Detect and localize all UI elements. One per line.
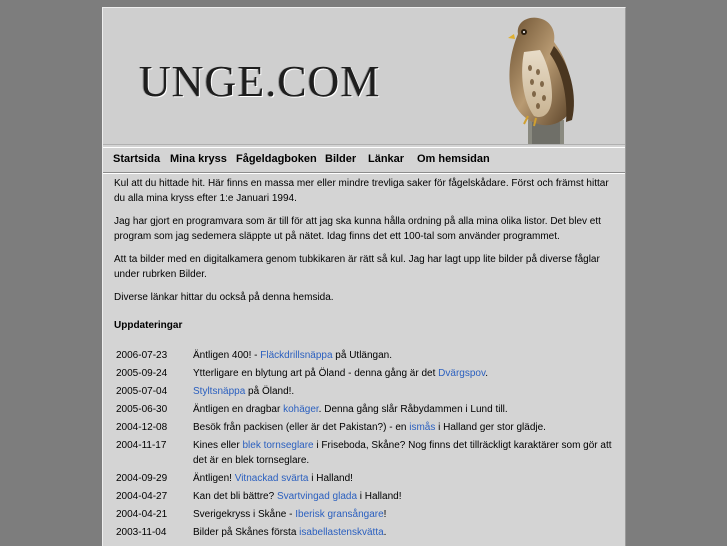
update-text: Kan det bli bättre? Svartvingad glada i Halland!: [193, 491, 402, 502]
update-date: 2004-11-17: [116, 440, 167, 451]
main-navigation: [103, 147, 625, 173]
update-text: Bilder på Skånes första isabellastenskvätta.: [193, 527, 387, 538]
site-logo[interactable]: UNGE.COM: [139, 57, 381, 106]
update-date: 2004-04-27: [116, 491, 168, 502]
bird-link[interactable]: Dvärgspov: [438, 368, 486, 379]
intro-paragraph-3: Att ta bilder med en digitalkamera genom tubkikaren är rätt så kul. Jag har lagt upp lite bilder på diverse fåglar under rubrken Bilder.: [114, 254, 600, 280]
intro-paragraph-1: Kul att du hittade hit. Här finns en massa mer eller mindre trevliga saker för fågelskådare. Först och främst hittar du alla mina kryss efter 1:e Januari 1994.: [114, 178, 609, 204]
update-text: Styltsnäppa på Öland!.: [193, 386, 295, 397]
update-date: 2004-04-21: [116, 509, 168, 520]
nav-lankar[interactable]: Länkar: [368, 153, 405, 165]
updates-heading: Uppdateringar: [114, 320, 183, 331]
nav-bilder[interactable]: Bilder: [325, 153, 357, 165]
bird-link[interactable]: Styltsnäppa: [193, 386, 246, 397]
update-date: 2004-12-08: [116, 422, 168, 433]
update-text: Besök från packisen (eller är det Pakistan?) - en ismås i Halland ger stor glädje.: [193, 422, 546, 433]
bird-link[interactable]: kohäger: [283, 404, 319, 415]
bird-link[interactable]: Vitnackad svärta: [234, 473, 309, 484]
page-container: [102, 7, 626, 546]
update-date: 2005-09-24: [116, 368, 168, 379]
bird-link[interactable]: Iberisk gransångare: [295, 509, 384, 520]
update-text: Kines eller blek tornseglare i Friseboda, Skåne? Nog finns det tillräckligt karaktärer som gör att det är en blek tornseglare.: [193, 440, 612, 466]
bird-link[interactable]: ismås: [409, 422, 436, 433]
nav-om-hemsidan[interactable]: Om hemsidan: [417, 153, 490, 165]
update-text: Ytterligare en blytung art på Öland - denna gång är det Dvärgspov.: [193, 368, 489, 379]
bird-link[interactable]: blek tornseglare: [242, 440, 314, 451]
nav-startsida[interactable]: Startsida: [113, 153, 161, 165]
bird-link[interactable]: isabellastenskvätta: [299, 527, 384, 538]
bird-link[interactable]: Fläckdrillsnäppa: [260, 350, 333, 361]
nav-mina-kryss[interactable]: Mina kryss: [170, 153, 227, 165]
update-date: 2006-07-23: [116, 350, 168, 361]
intro-paragraph-2: Jag har gjort en programvara som är till för att jag ska kunna hålla ordning på alla mina olika listor. Det blev ett program som jag sedemera släppte ut på nätet. Idag finns det ett 100-tal som använder programmet.: [114, 216, 601, 242]
intro-paragraph-4: Diverse länkar hittar du också på denna hemsida.: [114, 292, 334, 303]
update-text: Äntligen en dragbar kohäger. Denna gång slår Råbydammen i Lund till.: [193, 404, 508, 415]
update-date: 2005-07-04: [116, 386, 168, 397]
update-date: 2003-11-04: [116, 527, 167, 538]
update-date: 2004-09-29: [116, 473, 168, 484]
update-date: 2005-06-30: [116, 404, 168, 415]
update-text: Sverigekryss i Skåne - Iberisk gransångare!: [193, 509, 387, 520]
header: [103, 8, 625, 145]
update-text: Äntligen 400! - Fläckdrillsnäppa på Utlängan.: [193, 350, 393, 361]
update-text: Äntligen! Vitnackad svärta i Halland!: [193, 473, 353, 484]
nav-fageldagboken[interactable]: Fågeldagboken: [236, 153, 317, 165]
bird-photo-icon: [488, 12, 588, 144]
bird-link[interactable]: Svartvingad glada: [276, 491, 358, 502]
